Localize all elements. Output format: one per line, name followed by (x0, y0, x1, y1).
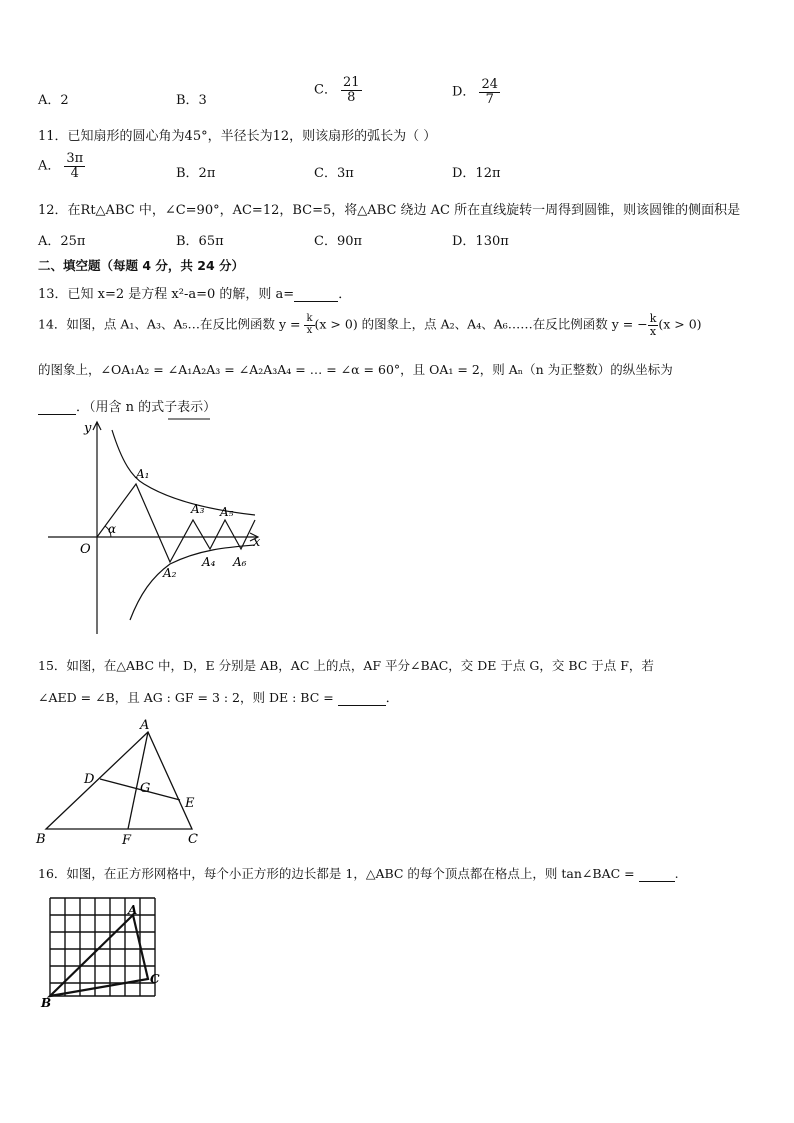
q11-stem: 11．已知扇形的圆心角为45°，半径长为12，则该扇形的弧长为（ ） (38, 129, 437, 144)
q14-figure (40, 412, 280, 640)
q12-stem: 12．在Rt△ABC 中，∠C=90°，AC=12，BC=5，将△ABC 绕边 AC 所在直线旋转一周得到圆锥，则该圆锥的侧面积是 (38, 203, 741, 218)
q10-option-c: C． $\frac{21}{8}$ (314, 75, 360, 105)
point-a5-label: A₅ (220, 505, 234, 519)
q12-option-d: D．130π (452, 234, 509, 249)
point-f-label: F (122, 833, 132, 848)
alpha-label: α (108, 522, 117, 536)
q16-answer-blank[interactable] (639, 869, 675, 882)
q14-fraction-1: $\frac{k}{x}$ (306, 313, 313, 336)
point-g-label: G (140, 781, 151, 796)
q12-option-a: A．25π (38, 234, 86, 249)
y-axis-label: y (84, 421, 92, 436)
q14-line3: ．（用含 n 的式子表示） (38, 396, 216, 415)
q10-option-a: A．2 (38, 93, 69, 108)
q15-line1: 15．如图，在△ABC 中，D，E 分别是 AB，AC 上的点，AF 平分∠BAC，交 DE 于点 G，交 BC 于点 F，若 (38, 658, 654, 673)
q11-a-fraction: $\frac{3\pi}{4}$ (66, 151, 84, 181)
upper-hyperbola (112, 430, 255, 515)
q11-option-a: A． $\frac{3\pi}{4}$ (38, 151, 84, 181)
q13-stem: 13．已知 x=2 是方程 x²-a=0 的解，则 a= ． (38, 287, 352, 302)
point-a4-label: A₄ (202, 555, 216, 569)
q14-line1: 14．如图，点 A₁、A₃、A₅…在反比例函数 y = $\frac{k}{x}$ (x > 0) 的图象上，点 A₂、A₄、A₆……在反比例函数 y = − $\frac{k}{x}$ (x > 0) (38, 312, 702, 338)
q16-stem: 16．如图，在正方形网格中，每个小正方形的边长都是 1，△ABC 的每个顶点都在格点上，则 tan∠BAC = . (38, 866, 679, 881)
q10-option-d: D． $\frac{24}{7}$ (452, 77, 498, 107)
q16-figure (38, 892, 168, 1008)
point-a6-label: A₆ (233, 555, 247, 569)
point-a-label: A (140, 718, 150, 733)
q15-answer-blank[interactable] (338, 693, 386, 706)
point-a-label: A (128, 903, 138, 917)
q15-line2: ∠AED = ∠B，且 AG : GF = 3 : 2，则 DE : BC = ． (38, 690, 399, 705)
q13-answer-blank[interactable] (294, 289, 338, 302)
q12-option-c: C．90π (314, 234, 363, 249)
q11-option-b: B．2π (176, 166, 216, 181)
origin-label: O (80, 542, 91, 557)
q10-option-b: B．3 (176, 93, 207, 108)
point-b-label: B (41, 996, 52, 1008)
point-c-label: C (150, 972, 160, 986)
x-axis-label: x (253, 535, 261, 550)
point-a1-label: A₁ (136, 467, 150, 481)
q11-option-d: D．12π (452, 166, 501, 181)
q11-option-c: C．3π (314, 166, 354, 181)
q15-figure (30, 712, 220, 850)
point-b-label: B (36, 832, 46, 847)
point-c-label: C (188, 832, 198, 847)
point-a2-label: A₂ (163, 566, 177, 580)
q10-d-fraction: $\frac{24}{7}$ (481, 77, 498, 107)
point-a3-label: A₃ (191, 502, 205, 516)
point-e-label: E (185, 796, 195, 811)
q12-option-b: B．65π (176, 234, 224, 249)
point-d-label: D (84, 772, 95, 787)
triangle-abc (46, 732, 192, 829)
q14-line2: 的图象上，∠OA₁A₂ = ∠A₁A₂A₃ = ∠A₂A₃A₄ = … = ∠α = 60°，且 OA₁ = 2，则 Aₙ（n 为正整数）的纵坐标为 (38, 362, 673, 377)
zigzag-segments (97, 484, 255, 562)
q14-fraction-2: $\frac{k}{x}$ (649, 312, 657, 338)
q10-c-fraction: $\frac{21}{8}$ (342, 75, 360, 105)
section-heading: 二、填空题（每题 4 分，共 24 分） (38, 258, 245, 273)
